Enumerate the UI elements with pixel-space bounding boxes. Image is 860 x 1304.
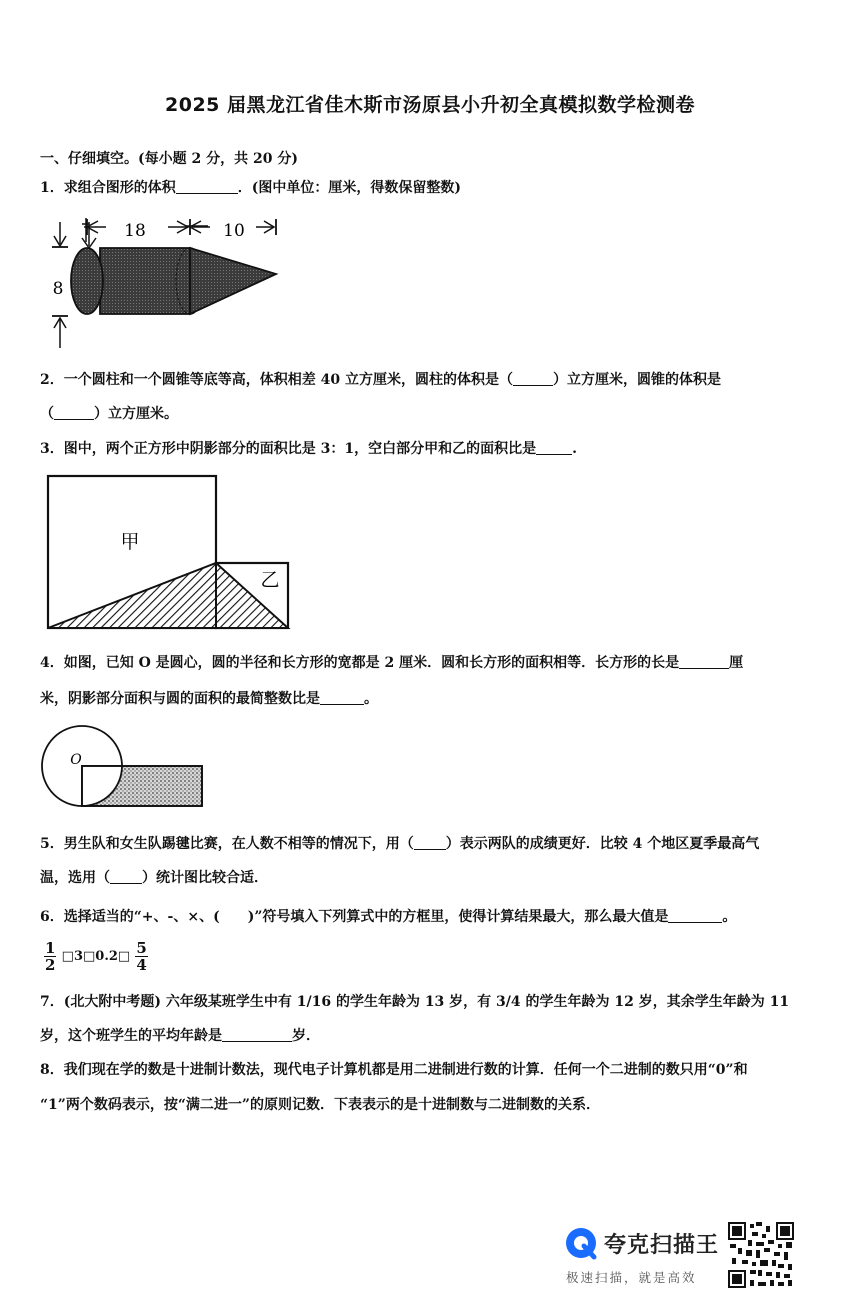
- answer-blank: [176, 179, 238, 194]
- label-jia: 甲: [120, 531, 140, 553]
- answer-blank: [679, 654, 729, 669]
- question-5-text-b: ）表示两队的成绩更好．比较 4 个地区夏季最高气: [445, 836, 760, 852]
- question-2-text: 2．一个圆柱和一个圆锥等底等高，体积相差 40 立方厘米，圆柱的体积是（: [40, 372, 513, 388]
- answer-blank: [320, 690, 364, 705]
- question-1-text: 1．求组合图形的体积: [40, 180, 176, 196]
- question-3: [40, 440, 577, 458]
- dimension-diameter-label: 8: [52, 279, 64, 299]
- question-1: [40, 179, 461, 197]
- page-title: 2025 届黑龙江省佳木斯市汤原县小升初全真模拟数学检测卷: [165, 94, 695, 116]
- question-8-line-1: 8．我们现在学的数是十进制计数法，现代电子计算机都是用二进制进行数的计算．任何一个二进制的数只用“0”和: [40, 1062, 748, 1078]
- question-4-text-b: 厘: [729, 655, 744, 671]
- question-8-line-2: “1”两个数码表示，按“满二进一”的原则记数．下表表示的是十进制数与二进制数的关系．: [40, 1097, 600, 1113]
- question-4-text-d: 。: [364, 691, 378, 707]
- question-7-text: 岁，这个班学生的平均年龄是: [40, 1028, 222, 1044]
- qr-code-icon: [728, 1222, 794, 1288]
- answer-blank: [222, 1027, 292, 1042]
- question-4-line-1: [40, 654, 743, 672]
- fraction-one-half: [44, 940, 56, 973]
- answer-blank: [110, 869, 142, 884]
- fraction-numerator: 5: [136, 939, 147, 957]
- question-3-end: .: [572, 441, 577, 457]
- question-7-line-1: 7．(北大附中考题) 六年级某班学生中有 1/16 的学生年龄为 13 岁，有 3/4 的学生年龄为 12 岁，其余学生年龄为 11: [40, 994, 790, 1010]
- question-5-text-c: 温，选用（: [40, 870, 110, 886]
- fraction-numerator: 1: [45, 939, 56, 957]
- answer-blank: [668, 908, 722, 923]
- watermark-slogan: 极速扫描，就是高效: [566, 1270, 697, 1285]
- answer-blank: [513, 371, 553, 386]
- label-yi: 乙: [260, 569, 280, 591]
- label-center-o: O: [70, 752, 82, 768]
- cylinder-cone-figure: [40, 216, 290, 356]
- expression-middle: □3□0.2□: [61, 949, 131, 964]
- fraction-five-quarters: [135, 940, 147, 973]
- question-2-text-d: ）立方厘米。: [94, 406, 178, 422]
- question-2-line-1: [40, 371, 721, 389]
- dimension-length-label: 18: [124, 221, 146, 241]
- answer-blank: [536, 440, 572, 455]
- question-6-end: 。: [722, 909, 737, 925]
- question-4-line-2: [40, 690, 378, 708]
- question-4-text: 4．如图，已知 O 是圆心，圆的半径和长方形的宽都是 2 厘米．圆和长方形的面积相等．长方形的长是: [40, 655, 680, 671]
- question-2-text-b: ）立方厘米，圆锥的体积是: [552, 372, 721, 388]
- question-4-text-c: 米，阴影部分面积与圆的面积的最简整数比是: [40, 691, 320, 707]
- fraction-denominator: 4: [136, 956, 147, 974]
- dimension-cone-label: 10: [223, 221, 245, 241]
- question-5-line-2: [40, 869, 268, 887]
- scanner-watermark: [564, 1222, 804, 1292]
- question-1-text-end: ．(图中单位：厘米，得数保留整数): [237, 180, 461, 196]
- question-3-text: 3．图中，两个正方形中阴影部分的面积比是 3：1，空白部分甲和乙的面积比是: [40, 441, 537, 457]
- answer-blank: [54, 405, 94, 420]
- answer-blank: [414, 835, 446, 850]
- question-7-text-b: 岁．: [292, 1028, 320, 1044]
- watermark-brand: 夸克扫描王: [604, 1233, 720, 1258]
- question-2-line-2: [40, 405, 178, 423]
- question-6-text: 6．选择适当的“+、-、×、( )”符号填入下列算式中的方框里，使得计算结果最大，那么最大值是: [40, 909, 669, 925]
- question-5-line-1: [40, 835, 759, 853]
- question-7-line-2: [40, 1027, 320, 1045]
- question-6: [40, 908, 736, 926]
- fraction-denominator: 2: [45, 956, 56, 974]
- question-6-expression: [44, 940, 148, 973]
- question-2-text-c: （: [40, 406, 54, 422]
- two-squares-figure: [44, 472, 294, 634]
- question-5-text-d: ）统计图比较合适．: [142, 870, 268, 886]
- quark-logo-icon: [564, 1226, 598, 1260]
- section-heading: 一、仔细填空。(每小题 2 分，共 20 分): [40, 151, 298, 167]
- question-5-text: 5．男生队和女生队踢毽比赛，在人数不相等的情况下，用（: [40, 836, 414, 852]
- circle-rectangle-figure: [40, 724, 210, 814]
